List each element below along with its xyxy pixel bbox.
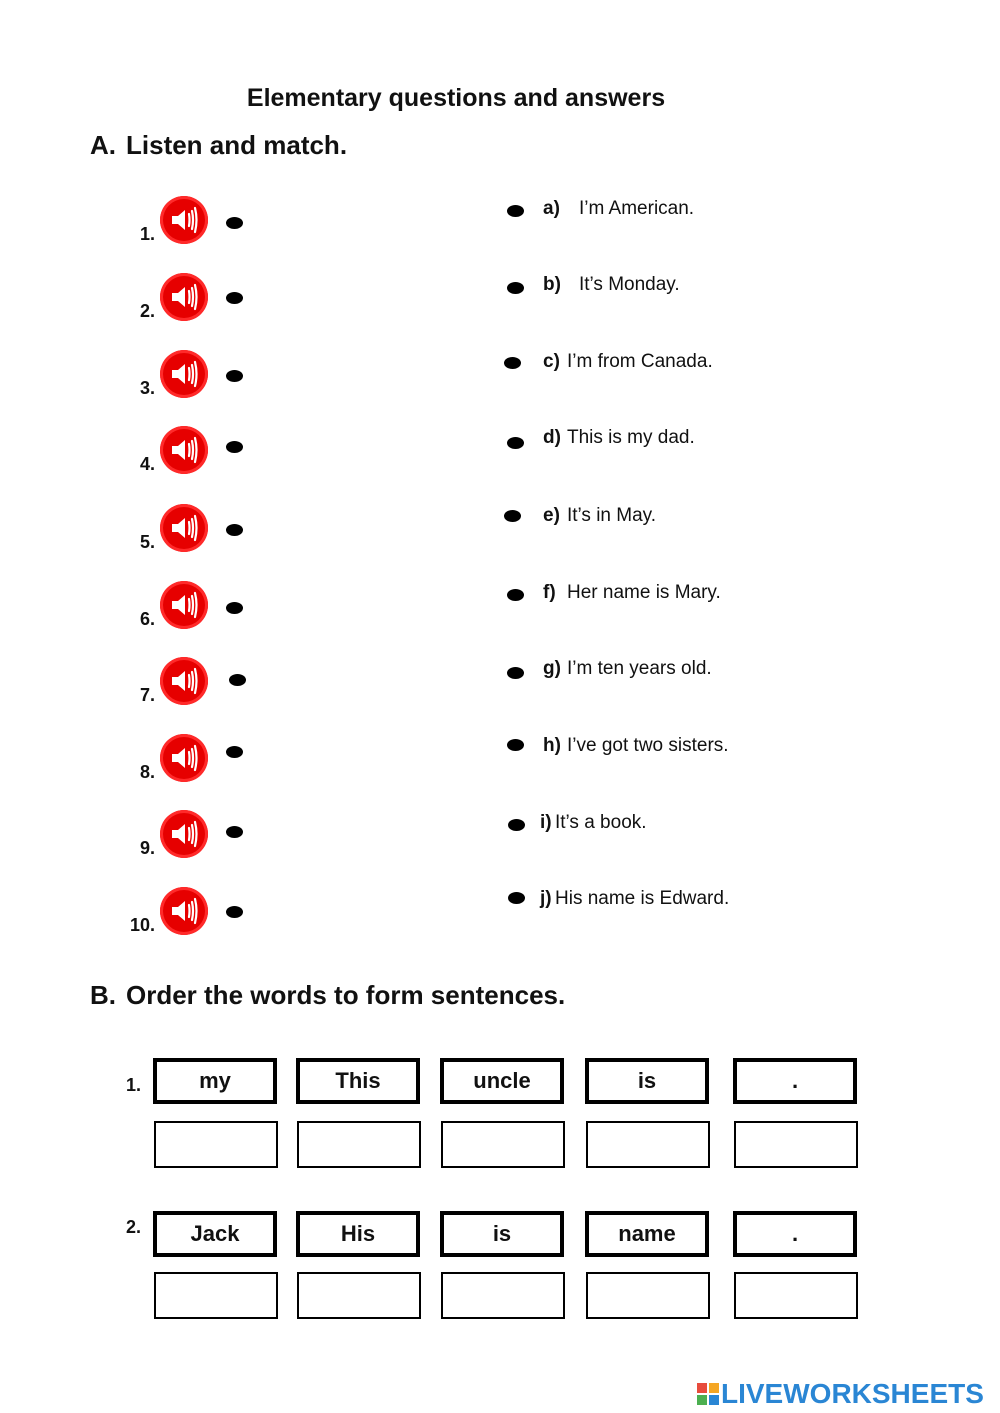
answer-drop-box[interactable] — [297, 1272, 421, 1319]
speaker-glyph — [167, 894, 201, 928]
speaker-icon[interactable] — [160, 350, 208, 398]
audio-item-number: 10. — [129, 915, 155, 935]
answer-drop-box[interactable] — [586, 1121, 710, 1168]
match-dot-right[interactable] — [507, 589, 524, 601]
speaker-glyph — [167, 664, 201, 698]
word-tile[interactable]: is — [440, 1211, 564, 1257]
answer-letter: j) — [540, 888, 552, 909]
answer-letter: d) — [543, 427, 561, 448]
word-tile[interactable]: . — [733, 1058, 857, 1104]
answer-letter: b) — [543, 274, 561, 295]
answer-drop-box[interactable] — [734, 1272, 858, 1319]
speaker-icon[interactable] — [160, 426, 208, 474]
match-dot-left[interactable] — [229, 674, 246, 686]
word-tile[interactable]: my — [153, 1058, 277, 1104]
answer-text: I’m from Canada. — [567, 351, 713, 372]
word-tile[interactable]: . — [733, 1211, 857, 1257]
speaker-glyph — [167, 433, 201, 467]
exercise-number: 1. — [126, 1075, 142, 1095]
match-dot-left[interactable] — [226, 292, 243, 304]
word-tile[interactable]: Jack — [153, 1211, 277, 1257]
answer-text: It’s a book. — [555, 812, 647, 833]
answer-letter: c) — [543, 351, 560, 372]
exercise-number: 2. — [126, 1217, 142, 1237]
answer-text: It’s in May. — [567, 505, 657, 526]
answer-drop-box[interactable] — [441, 1272, 565, 1319]
answer-option — [543, 274, 680, 296]
answer-text: This is my dad. — [567, 427, 695, 448]
match-dot-right[interactable] — [507, 739, 524, 751]
answer-letter: a) — [543, 198, 560, 219]
speaker-glyph — [167, 203, 201, 237]
section-a-title: Listen and match. — [126, 130, 348, 160]
answer-drop-box[interactable] — [441, 1121, 565, 1168]
answer-drop-box[interactable] — [734, 1121, 858, 1168]
logo-mark-tile — [709, 1383, 719, 1393]
logo-text: LIVEWORKSHEETS — [721, 1378, 984, 1409]
answer-drop-box[interactable] — [154, 1272, 278, 1319]
match-dot-left[interactable] — [226, 826, 243, 838]
match-dot-right[interactable] — [504, 510, 521, 522]
answer-text: I’ve got two sisters. — [567, 735, 729, 756]
speaker-glyph — [167, 511, 201, 545]
section-a-heading — [90, 130, 347, 161]
match-dot-left[interactable] — [226, 746, 243, 758]
answer-text: His name is Edward. — [555, 888, 730, 909]
word-tile[interactable]: uncle — [440, 1058, 564, 1104]
logo-mark-tile — [697, 1383, 707, 1393]
match-dot-right[interactable] — [507, 437, 524, 449]
word-tile[interactable]: is — [585, 1058, 709, 1104]
answer-letter: h) — [543, 735, 561, 756]
speaker-glyph — [167, 280, 201, 314]
match-dot-right[interactable] — [507, 205, 524, 217]
match-dot-right[interactable] — [507, 282, 524, 294]
speaker-glyph — [167, 741, 201, 775]
speaker-icon[interactable] — [160, 504, 208, 552]
answer-drop-box[interactable] — [297, 1121, 421, 1168]
audio-item-number: 3. — [139, 378, 155, 398]
answer-text: Her name is Mary. — [567, 582, 721, 603]
match-dot-left[interactable] — [226, 906, 243, 918]
audio-item-number: 4. — [139, 454, 155, 474]
logo-mark-tile — [709, 1395, 719, 1405]
answer-option — [540, 812, 647, 834]
word-tile[interactable]: name — [585, 1211, 709, 1257]
answer-text: It’s Monday. — [579, 274, 680, 295]
answer-option — [543, 198, 694, 220]
speaker-icon[interactable] — [160, 581, 208, 629]
match-dot-right[interactable] — [504, 357, 521, 369]
section-b-title: Order the words to form sentences. — [126, 980, 566, 1010]
section-a-letter: A. — [90, 130, 116, 160]
answer-drop-box[interactable] — [154, 1121, 278, 1168]
word-tile[interactable]: His — [296, 1211, 420, 1257]
audio-item-number: 9. — [139, 838, 155, 858]
audio-item-number: 5. — [139, 532, 155, 552]
page-title: Elementary questions and answers — [246, 84, 666, 112]
answer-drop-box[interactable] — [586, 1272, 710, 1319]
liveworksheets-logo — [697, 1378, 984, 1410]
answer-option — [543, 658, 712, 680]
answer-option — [540, 888, 729, 910]
answer-option — [543, 505, 656, 527]
audio-item-number: 2. — [139, 301, 155, 321]
match-dot-left[interactable] — [226, 602, 243, 614]
speaker-icon[interactable] — [160, 273, 208, 321]
answer-option — [543, 582, 721, 604]
match-dot-left[interactable] — [226, 524, 243, 536]
match-dot-left[interactable] — [226, 441, 243, 453]
answer-text: I’m American. — [579, 198, 695, 219]
match-dot-right[interactable] — [508, 892, 525, 904]
logo-mark-icon — [697, 1383, 719, 1405]
speaker-icon[interactable] — [160, 810, 208, 858]
speaker-icon[interactable] — [160, 887, 208, 935]
speaker-icon[interactable] — [160, 734, 208, 782]
speaker-glyph — [167, 588, 201, 622]
answer-letter: e) — [543, 505, 560, 526]
answer-letter: g) — [543, 658, 561, 679]
answer-option — [543, 427, 695, 449]
speaker-glyph — [167, 817, 201, 851]
audio-item-number: 8. — [139, 762, 155, 782]
answer-text: I’m ten years old. — [567, 658, 712, 679]
match-dot-right[interactable] — [507, 667, 524, 679]
match-dot-left[interactable] — [226, 370, 243, 382]
match-dot-left[interactable] — [226, 217, 243, 229]
speaker-glyph — [167, 357, 201, 391]
word-tile[interactable]: This — [296, 1058, 420, 1104]
section-b-heading — [90, 980, 565, 1011]
answer-option — [543, 735, 729, 757]
match-dot-right[interactable] — [508, 819, 525, 831]
answer-letter: f) — [543, 582, 556, 603]
answer-letter: i) — [540, 812, 552, 833]
logo-mark-tile — [697, 1395, 707, 1405]
speaker-icon[interactable] — [160, 196, 208, 244]
audio-item-number: 7. — [139, 685, 155, 705]
answer-option — [543, 351, 713, 373]
audio-item-number: 6. — [139, 609, 155, 629]
section-b-letter: B. — [90, 980, 116, 1010]
audio-item-number: 1. — [139, 224, 155, 244]
speaker-icon[interactable] — [160, 657, 208, 705]
